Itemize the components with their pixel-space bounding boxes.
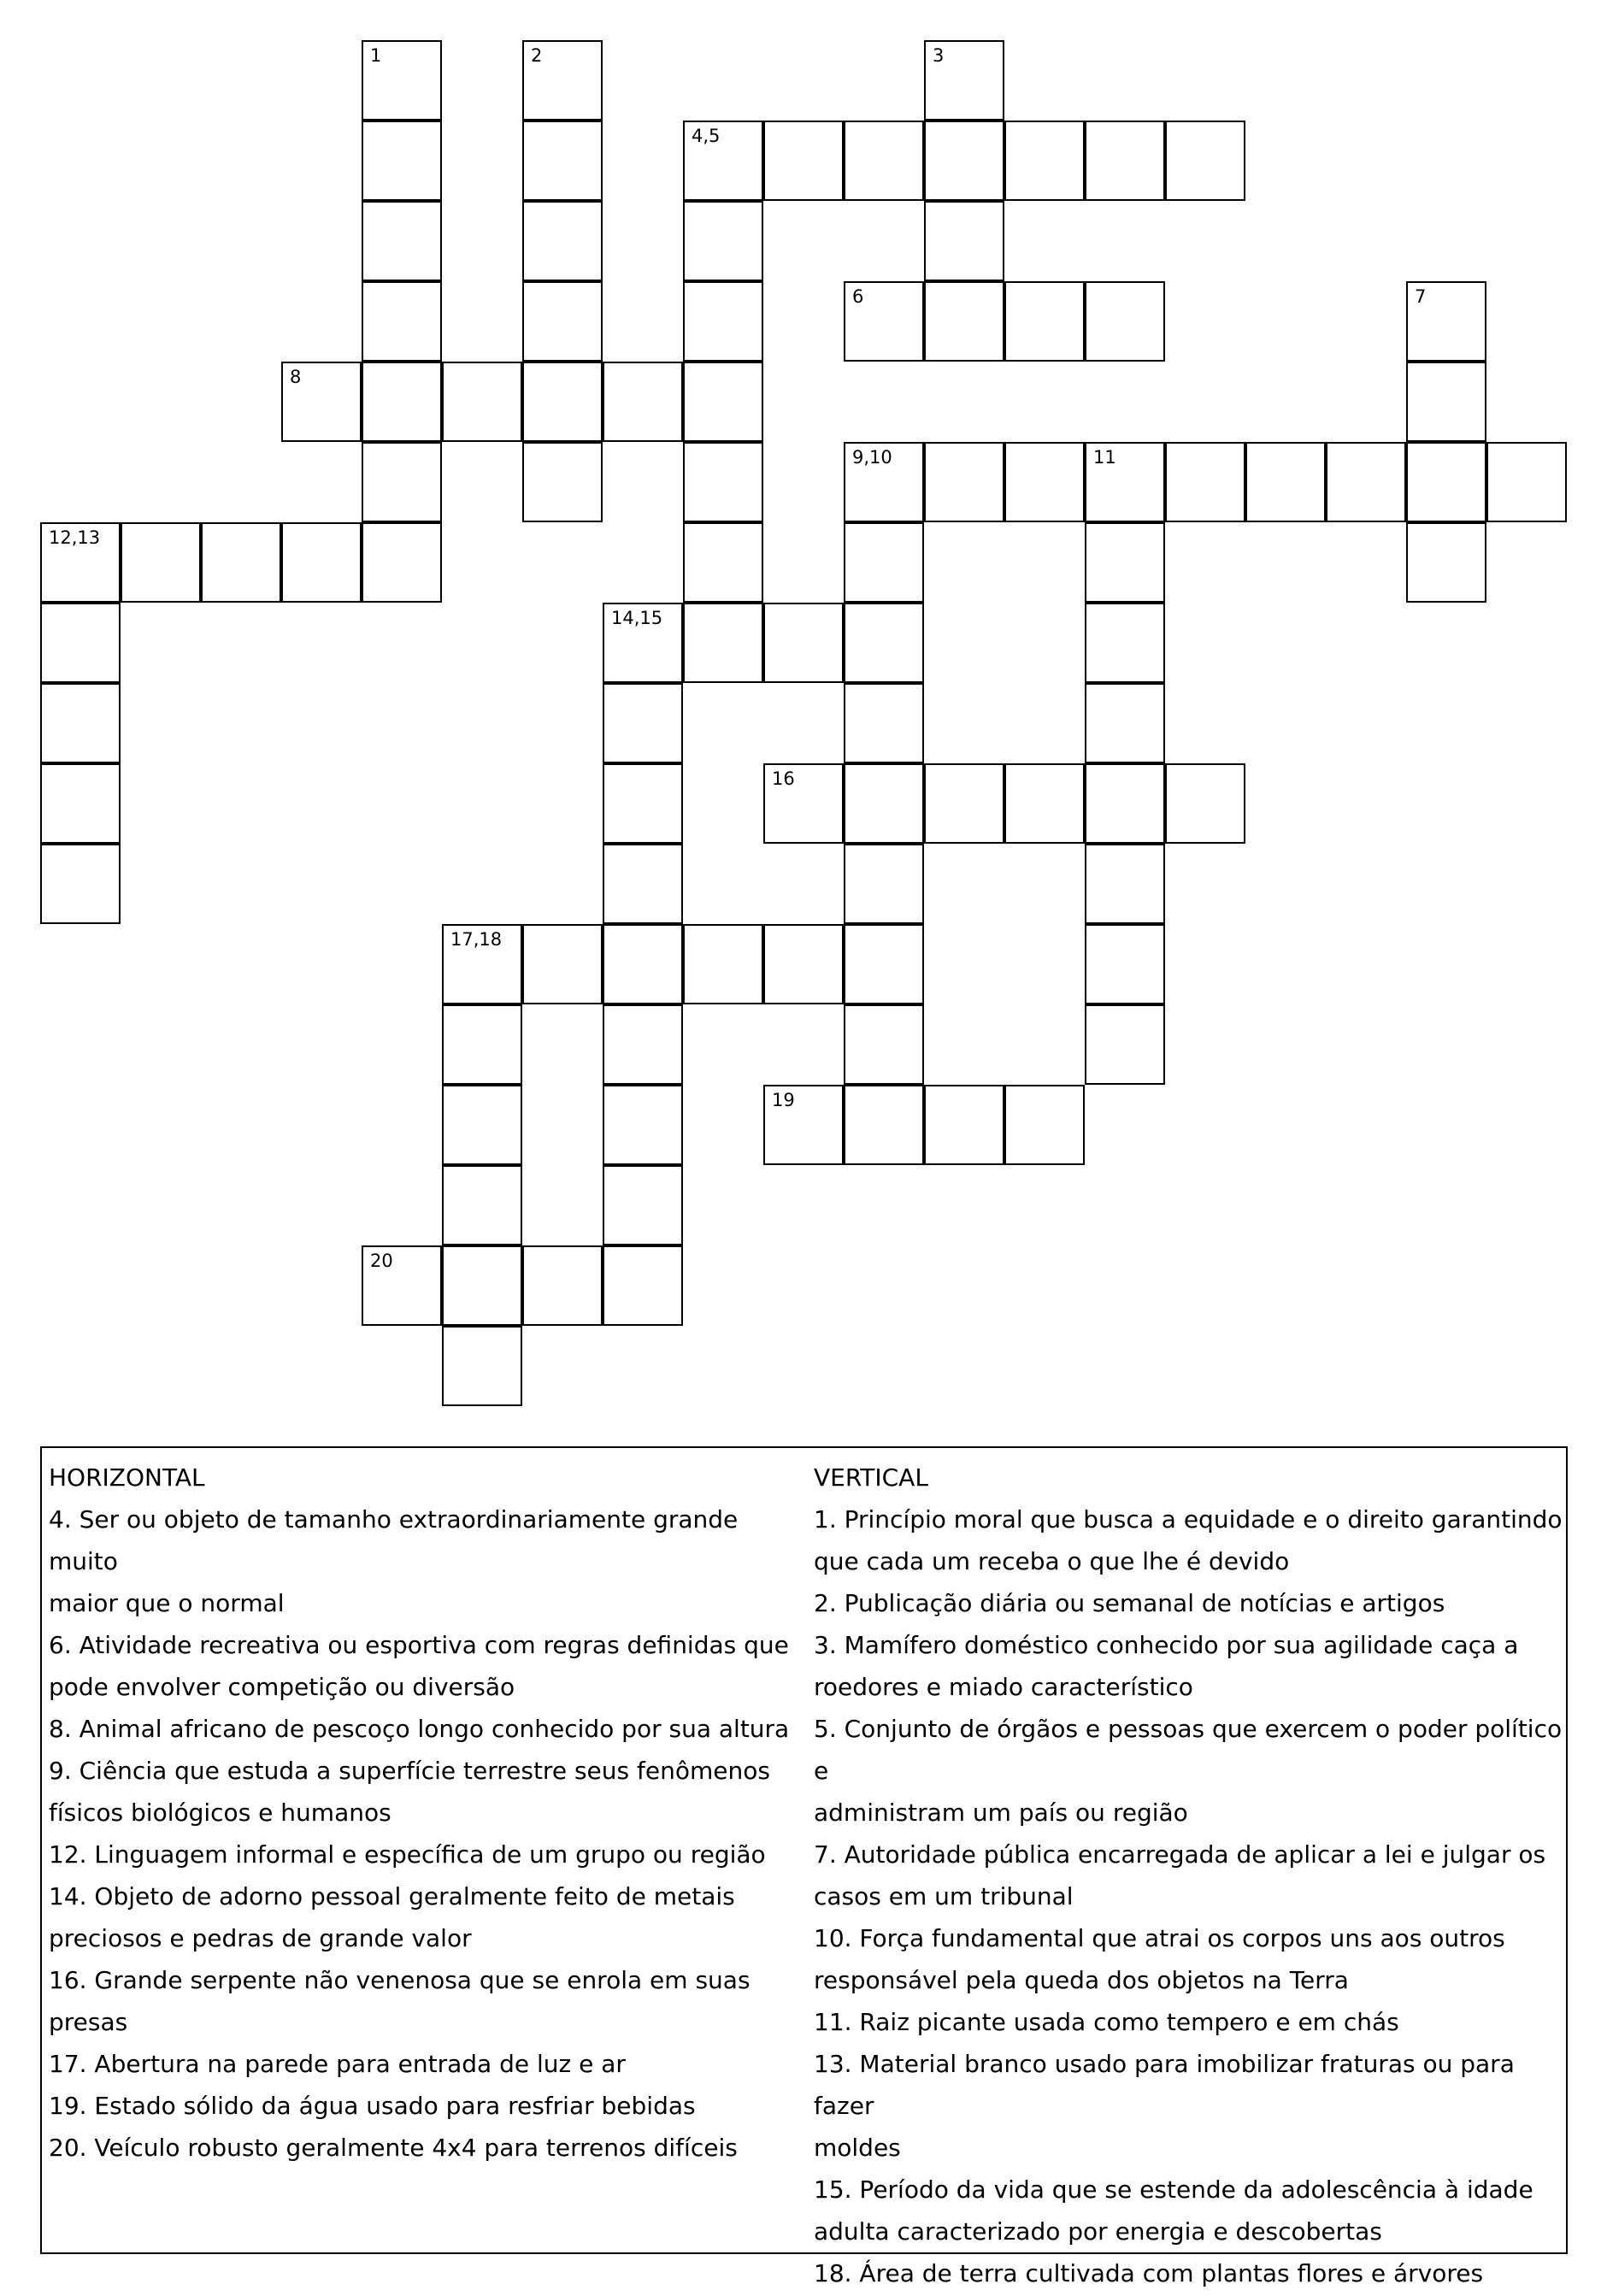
grid-cell[interactable] [1085,763,1165,844]
grid-cell[interactable] [362,281,442,362]
vertical-clue-line: 11. Raiz picante usada como tempero e em chás [814,2008,1399,2036]
vertical-clue-line: 15. Período da vida que se estende da adolescência à idade [814,2175,1533,2204]
grid-cell[interactable] [40,683,121,763]
grid-cell[interactable] [844,1004,924,1085]
grid-cell[interactable] [362,201,442,281]
grid-cell[interactable] [844,763,924,844]
clue-number: 4,5 [692,126,721,146]
grid-cell[interactable] [683,121,763,201]
grid-cell[interactable] [1085,522,1165,603]
grid-cell[interactable] [844,924,924,1004]
grid-cell[interactable] [763,603,844,683]
clue-number: 7 [1415,286,1427,307]
grid-cell[interactable] [362,1245,442,1326]
horizontal-clue-line: 8. Animal africano de pescoço longo conhecido por sua altura [49,1715,790,1743]
grid-cell[interactable] [844,121,924,201]
clue-number: 20 [370,1251,393,1271]
grid-cell[interactable] [763,121,844,201]
grid-cell[interactable] [442,362,522,442]
grid-cell[interactable] [1165,121,1245,201]
grid-cell[interactable] [603,362,683,442]
grid-cell[interactable] [1004,281,1085,362]
grid-cell[interactable] [844,281,924,362]
grid-cell[interactable] [1406,442,1486,522]
horizontal-clue-line: 9. Ciência que estuda a superfície terrestre seus fenômenos [49,1757,770,1785]
grid-cell[interactable] [1085,121,1165,201]
vertical-clue-line: 2. Publicação diária ou semanal de notícias e artigos [814,1589,1445,1617]
vertical-clues [814,1457,1564,2294]
clue-number: 8 [290,367,302,387]
grid-cell[interactable] [442,1004,522,1085]
grid-cell[interactable] [442,1165,522,1245]
grid-cell[interactable] [683,924,763,1004]
grid-cell[interactable] [924,201,1004,281]
grid-cell[interactable] [683,362,763,442]
grid-cell[interactable] [924,1085,1004,1165]
grid-cell[interactable] [522,1245,603,1326]
grid-cell[interactable] [1004,442,1085,522]
clue-number: 6 [852,286,864,307]
grid-cell[interactable] [1085,844,1165,924]
grid-cell[interactable] [1326,442,1406,522]
grid-cell[interactable] [1085,603,1165,683]
vertical-clue-list [814,1498,1564,2294]
grid-cell[interactable] [603,844,683,924]
grid-cell[interactable] [683,201,763,281]
grid-cell[interactable] [603,1085,683,1165]
horizontal-heading: HORIZONTAL [49,1463,205,1492]
clue-number: 2 [531,45,543,66]
grid-cell[interactable] [522,121,603,201]
grid-cell[interactable] [522,201,603,281]
vertical-clue-line: moldes [814,2134,901,2162]
vertical-clue-line: 3. Mamífero doméstico conhecido por sua agilidade caça a [814,1631,1519,1659]
grid-cell[interactable] [362,442,442,522]
grid-cell[interactable] [1406,522,1486,603]
horizontal-clue-line: 6. Atividade recreativa ou esportiva com regras definidas que [49,1631,789,1659]
vertical-clue-line: que cada um receba o que lhe é devido [814,1547,1290,1575]
grid-cell[interactable] [522,281,603,362]
grid-cell[interactable] [1085,281,1165,362]
vertical-clue-line: 10. Força fundamental que atrai os corpos uns aos outros [814,1924,1505,1952]
grid-cell[interactable] [1004,1085,1085,1165]
horizontal-clue-line: preciosos e pedras de grande valor [49,1924,472,1952]
clue-number: 12,13 [49,527,101,548]
grid-cell[interactable] [924,121,1004,201]
grid-cell[interactable] [844,683,924,763]
horizontal-clue-line: 20. Veículo robusto geralmente 4x4 para terrenos difíceis [49,2134,738,2162]
grid-cell[interactable] [683,603,763,683]
vertical-clue-line: 1. Princípio moral que busca a equidade e o direito garantindo [814,1505,1563,1534]
grid-cell[interactable] [1004,763,1085,844]
horizontal-clue-line: 16. Grande serpente não venenosa que se enrola em suas presas [49,1966,751,2036]
vertical-clue-line: administram um país ou região [814,1799,1188,1827]
grid-cell[interactable] [844,522,924,603]
grid-cell[interactable] [1085,442,1165,522]
grid-cell[interactable] [1165,442,1245,522]
grid-cell[interactable] [924,40,1004,121]
grid-cell[interactable] [442,924,522,1004]
clue-number: 17,18 [450,929,503,950]
grid-cell[interactable] [603,683,683,763]
grid-cell[interactable] [281,362,362,442]
grid-cell[interactable] [522,362,603,442]
grid-cell[interactable] [522,442,603,522]
grid-cell[interactable] [603,1004,683,1085]
grid-cell[interactable] [442,1245,522,1326]
vertical-clue-line: roedores e miado característico [814,1673,1193,1701]
grid-cell[interactable] [442,1085,522,1165]
grid-cell[interactable] [1486,442,1567,522]
grid-cell[interactable] [603,1165,683,1245]
grid-cell[interactable] [603,924,683,1004]
grid-cell[interactable] [683,442,763,522]
grid-cell[interactable] [844,442,924,522]
grid-cell[interactable] [40,522,121,603]
vertical-clue-line: casos em um tribunal [814,1882,1074,1910]
horizontal-clue-line: 19. Estado sólido da água usado para resfriar bebidas [49,2092,696,2120]
grid-cell[interactable] [1406,362,1486,442]
grid-cell[interactable] [522,40,603,121]
grid-cell[interactable] [40,844,121,924]
grid-cell[interactable] [924,442,1004,522]
horizontal-clue-list [49,1498,801,2169]
horizontal-clue-line: 14. Objeto de adorno pessoal geralmente feito de metais [49,1882,735,1910]
grid-cell[interactable] [763,763,844,844]
horizontal-clue-line: físicos biológicos e humanos [49,1799,391,1827]
grid-cell[interactable] [1085,924,1165,1004]
grid-cell[interactable] [40,603,121,683]
grid-cell[interactable] [763,924,844,1004]
horizontal-clue-line: 4. Ser ou objeto de tamanho extraordinariamente grande muito [49,1505,739,1575]
grid-cell[interactable] [603,603,683,683]
grid-cell[interactable] [924,281,1004,362]
grid-cell[interactable] [522,924,603,1004]
vertical-clue-line: adulta caracterizado por energia e descobertas [814,2217,1382,2246]
grid-cell[interactable] [603,1245,683,1326]
grid-cell[interactable] [362,40,442,121]
clues-box [40,1446,1568,2287]
vertical-clue-line: 18. Área de terra cultivada com plantas flores e árvores [814,2259,1484,2287]
grid-cell[interactable] [1085,683,1165,763]
clue-number: 9,10 [852,447,892,468]
grid-cell[interactable] [362,522,442,603]
horizontal-clue-line: maior que o normal [49,1589,285,1617]
vertical-clue-line: 5. Conjunto de órgãos e pessoas que exercem o poder político e [814,1715,1563,1785]
grid-cell[interactable] [442,1326,522,1406]
vertical-clue-line: 13. Material branco usado para imobilizar fraturas ou para fazer [814,2050,1515,2120]
grid-cell[interactable] [1406,281,1486,362]
grid-cell[interactable] [844,1085,924,1165]
clue-number: 1 [370,45,382,66]
vertical-clue-line: 7. Autoridade pública encarregada de aplicar a lei e julgar os [814,1840,1546,1869]
grid-cell[interactable] [1245,442,1326,522]
grid-cell[interactable] [362,121,442,201]
grid-cell[interactable] [1165,763,1245,844]
grid-cell[interactable] [40,763,121,844]
grid-cell[interactable] [844,844,924,924]
grid-cell[interactable] [281,522,362,603]
grid-cell[interactable] [683,281,763,362]
vertical-clue-line: responsável pela queda dos objetos na Terra [814,1966,1349,1994]
grid-cell[interactable] [603,763,683,844]
grid-cell[interactable] [924,763,1004,844]
grid-cell[interactable] [683,522,763,603]
horizontal-clue-line: 12. Linguagem informal e específica de um grupo ou região [49,1840,766,1869]
clue-number: 11 [1093,447,1116,468]
clue-number: 16 [772,768,795,789]
horizontal-clue-line: pode envolver competição ou diversão [49,1673,515,1701]
grid-cell[interactable] [362,362,442,442]
clue-number: 14,15 [611,608,663,628]
grid-cell[interactable] [844,603,924,683]
grid-cell[interactable] [201,522,281,603]
horizontal-clue-line: 17. Abertura na parede para entrada de luz e ar [49,2050,626,2078]
grid-cell[interactable] [1004,121,1085,201]
horizontal-clues [49,1457,801,2169]
grid-cell[interactable] [763,1085,844,1165]
vertical-heading: VERTICAL [814,1463,928,1492]
grid-cell[interactable] [121,522,201,603]
clue-number: 3 [933,45,945,66]
grid-cell[interactable] [1085,1004,1165,1085]
clue-number: 19 [772,1090,795,1110]
